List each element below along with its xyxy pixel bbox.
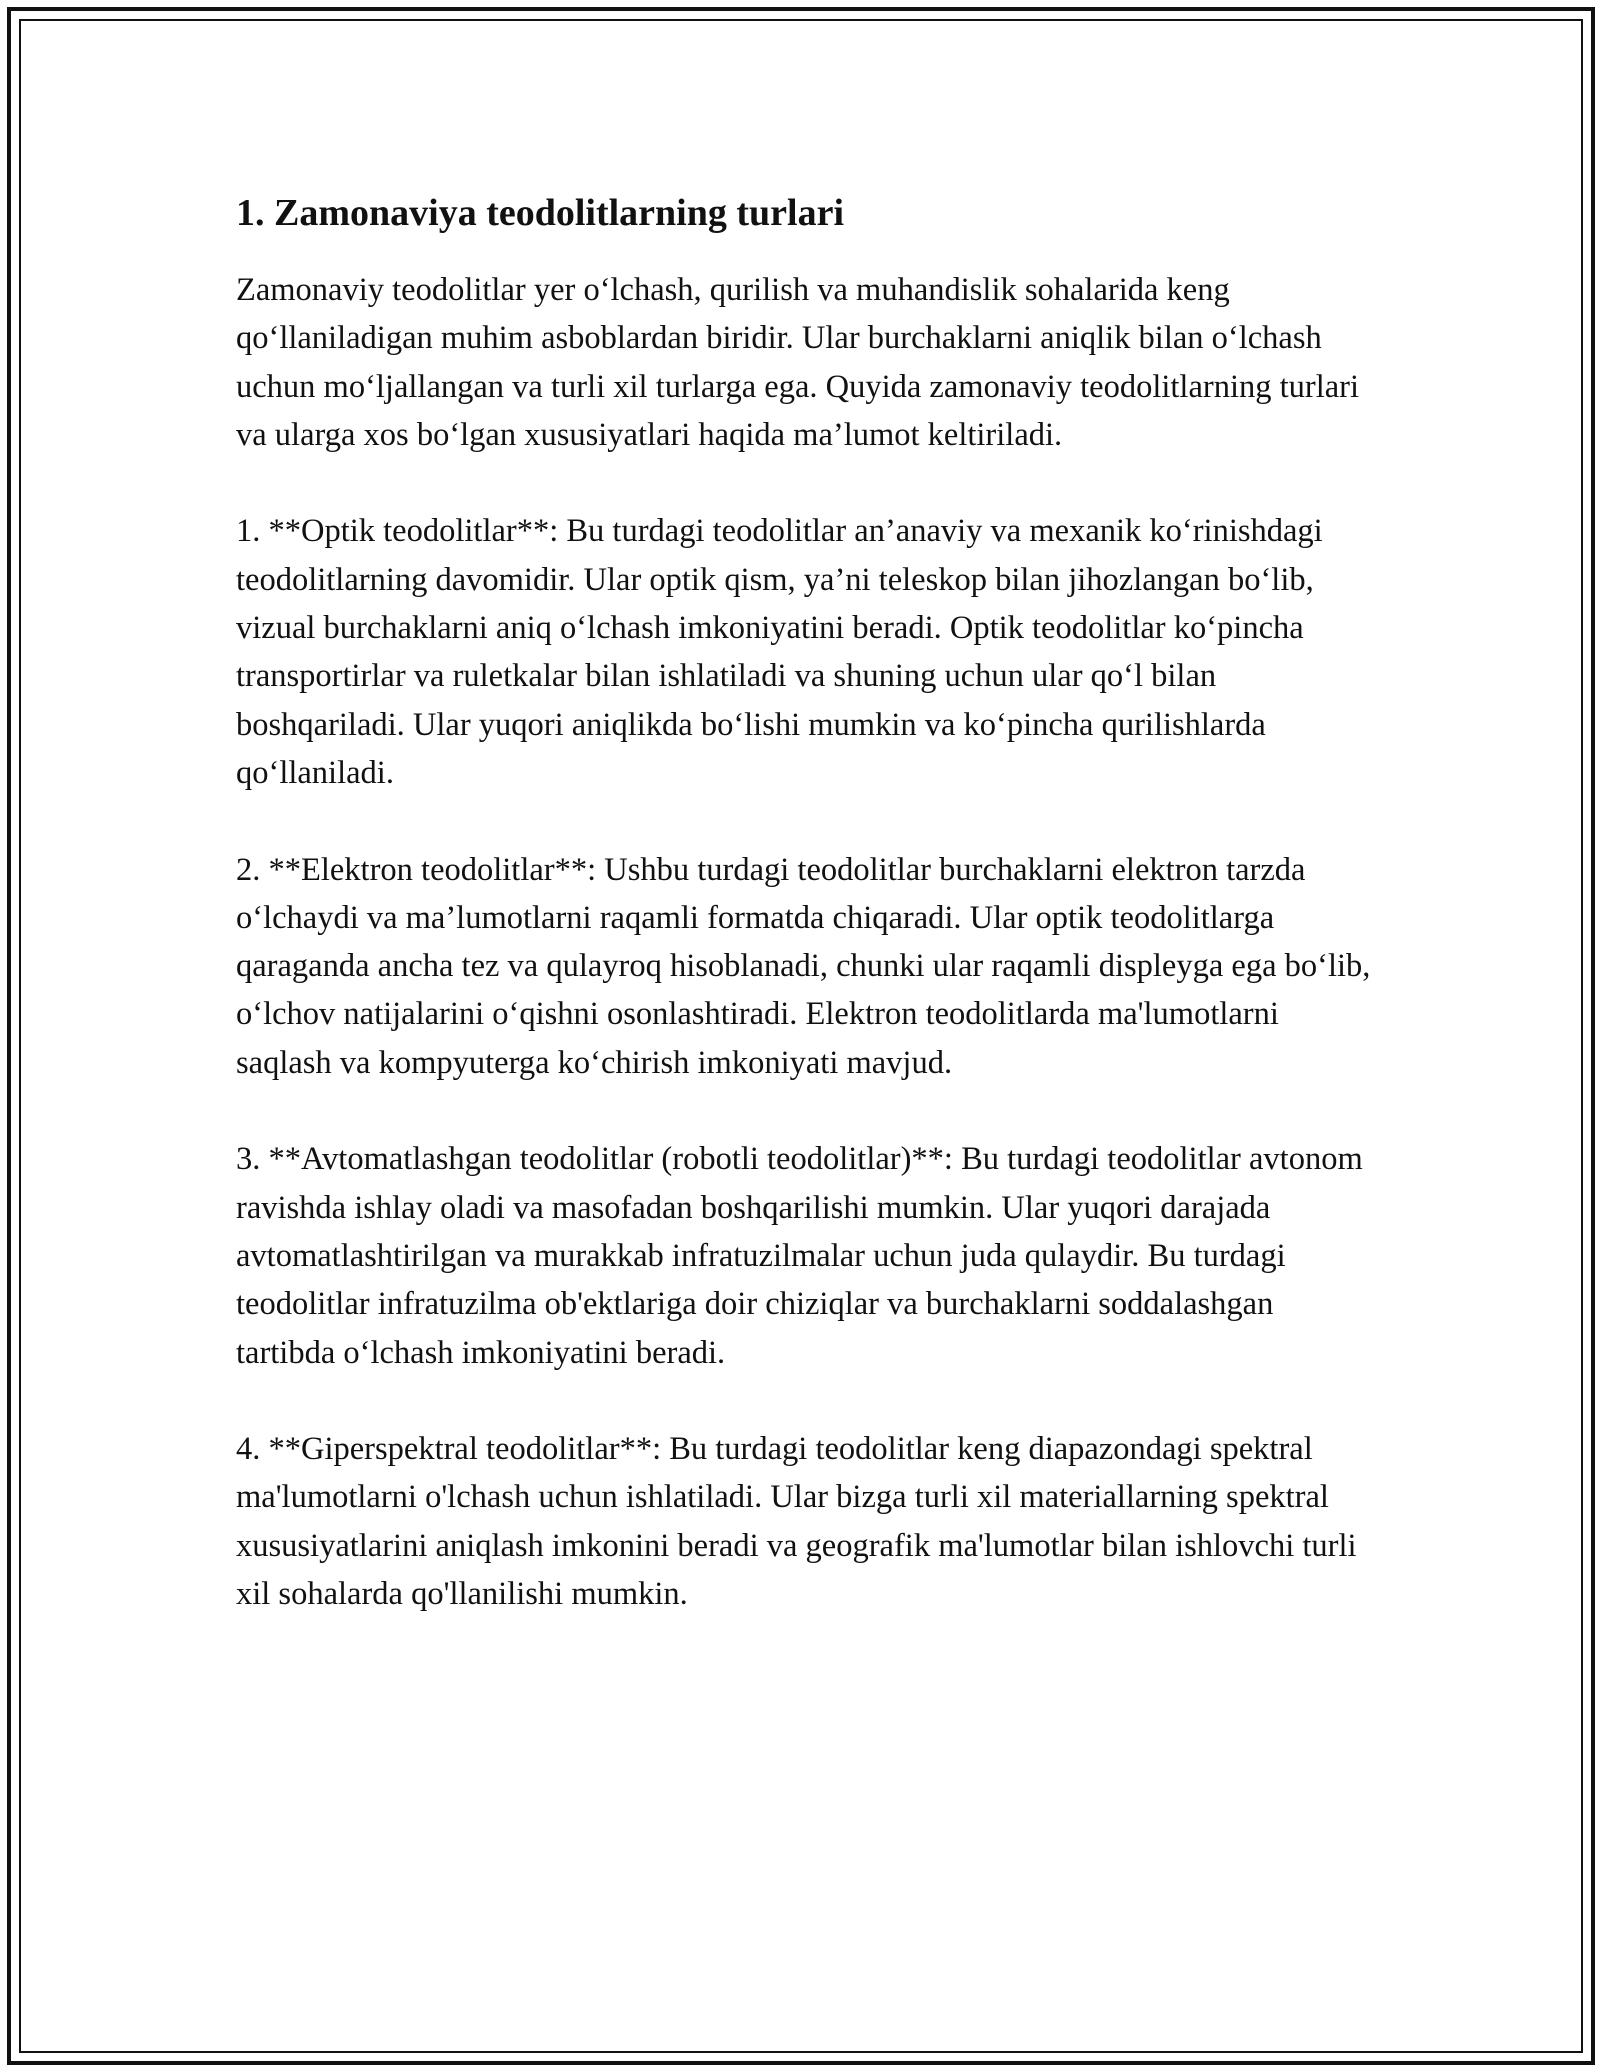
optical-theodolites-paragraph: 1. **Optik teodolitlar**: Bu turdagi teodolitlar an’anaviy va mexanik ko‘rinishdagi teodolitlarning davomidir. Ular optik qism, ya’ni teleskop bilan jihozlangan bo‘lib, vizual burchaklarni aniq o‘lchash imkoniyatini beradi. Optik teodolitlar ko‘pincha transportirlar va ruletkalar bilan ishlatiladi va shuning uchun ular qo‘l bilan boshqariladi. Ular yuqori aniqlikda bo‘lishi mumkin va ko‘pincha qurilishlarda qo‘llaniladi. [236, 513, 1323, 791]
robotic-theodolites-paragraph: 3. **Avtomatlashgan teodolitlar (robotli teodolitlar)**: Bu turdagi teodolitlar avtonom ravishda ishlay oladi va masofadan boshqarilishi mumkin. Ular yuqori darajada avtomatlashtirilgan va murakkab infratuzilmalar uchun juda qulaydir. Bu turdagi teodolitlar infratuzilma ob'ektlariga doir chiziqlar va burchaklarni soddalashgan tartibda o‘lchash imkoniyatini beradi. [236, 1141, 1363, 1371]
document-title: 1. Zamonaviya teodolitlarning turlari [236, 192, 844, 234]
hyperspectral-theodolites-paragraph: 4. **Giperspektral teodolitlar**: Bu turdagi teodolitlar keng diapazondagi spektral ma'lumotlarni o'lchash uchun ishlatiladi. Ular bizga turli xil materiallarning spektral xususiyatlarini aniqlash imkonini beradi va geografik ma'lumotlar bilan ishlovchi turli xil sohalarda qo'llanilishi mumkin. [236, 1431, 1357, 1613]
document-body [236, 188, 1376, 1667]
intro-paragraph: Zamonaviy teodolitlar yer o‘lchash, qurilish va muhandislik sohalarida keng qo‘llaniladigan muhim asboblardan biridir. Ular burchaklarni aniqlik bilan o‘lchash uchun mo‘ljallangan va turli xil turlarga ega. Quyida zamonaviy teodolitlarning turlari va ularga xos bo‘lgan xususiyatlari haqida ma’lumot keltiriladi. [236, 272, 1360, 453]
electronic-theodolites-paragraph: 2. **Elektron teodolitlar**: Ushbu turdagi teodolitlar burchaklarni elektron tarzda o‘lchaydi va ma’lumotlarni raqamli formatda chiqaradi. Ular optik teodolitlarga qaraganda ancha tez va qulayroq hisoblanadi, chunki ular raqamli displeyga ega bo‘lib, o‘lchov natijalarini o‘qishni osonlashtiradi. Elektron teodolitlarda ma'lumotlarni saqlash va kompyuterga ko‘chirish imkoniyati mavjud. [236, 851, 1371, 1081]
